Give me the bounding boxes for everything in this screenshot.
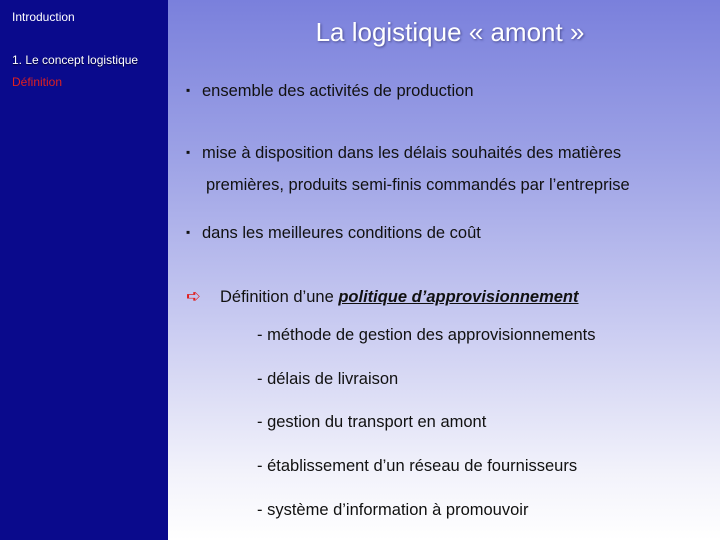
nav-item-definition[interactable]: Définition [12, 75, 63, 89]
square-bullet-icon: ▪ [186, 83, 191, 97]
arrow-right-icon: ➪ [186, 286, 202, 306]
sub-item: - système d’information à promouvoir [257, 501, 529, 519]
slide-title: La logistique « amont » [315, 17, 585, 47]
square-bullet-icon: ▪ [186, 225, 191, 239]
definition-prefix: Définition d’une [220, 288, 339, 306]
bullet-text-line2: premières, produits semi-finis commandés par l’entreprise [206, 176, 630, 194]
bullet-item [186, 220, 481, 245]
sub-item: - délais de livraison [257, 370, 399, 388]
sidebar-nav [0, 0, 168, 540]
bullet-text: ensemble des activités de production [202, 82, 474, 100]
sub-item: - méthode de gestion des approvisionnements [257, 326, 596, 344]
definition-line [186, 284, 579, 309]
nav-item-introduction[interactable]: Introduction [12, 10, 75, 24]
sub-item: - établissement d’un réseau de fournisseurs [257, 457, 578, 475]
bullet-text: dans les meilleures conditions de coût [202, 224, 481, 242]
bullet-item [186, 78, 474, 103]
sub-item: - gestion du transport en amont [257, 413, 487, 431]
bullet-item [186, 136, 630, 201]
square-bullet-icon: ▪ [186, 145, 191, 159]
nav-item-concept-logistique[interactable]: 1. Le concept logistique [12, 53, 139, 67]
definition-emphasis: politique d’approvisionnement [338, 288, 579, 306]
bullet-text-line1: mise à disposition dans les délais souhaités des matières [202, 144, 622, 162]
